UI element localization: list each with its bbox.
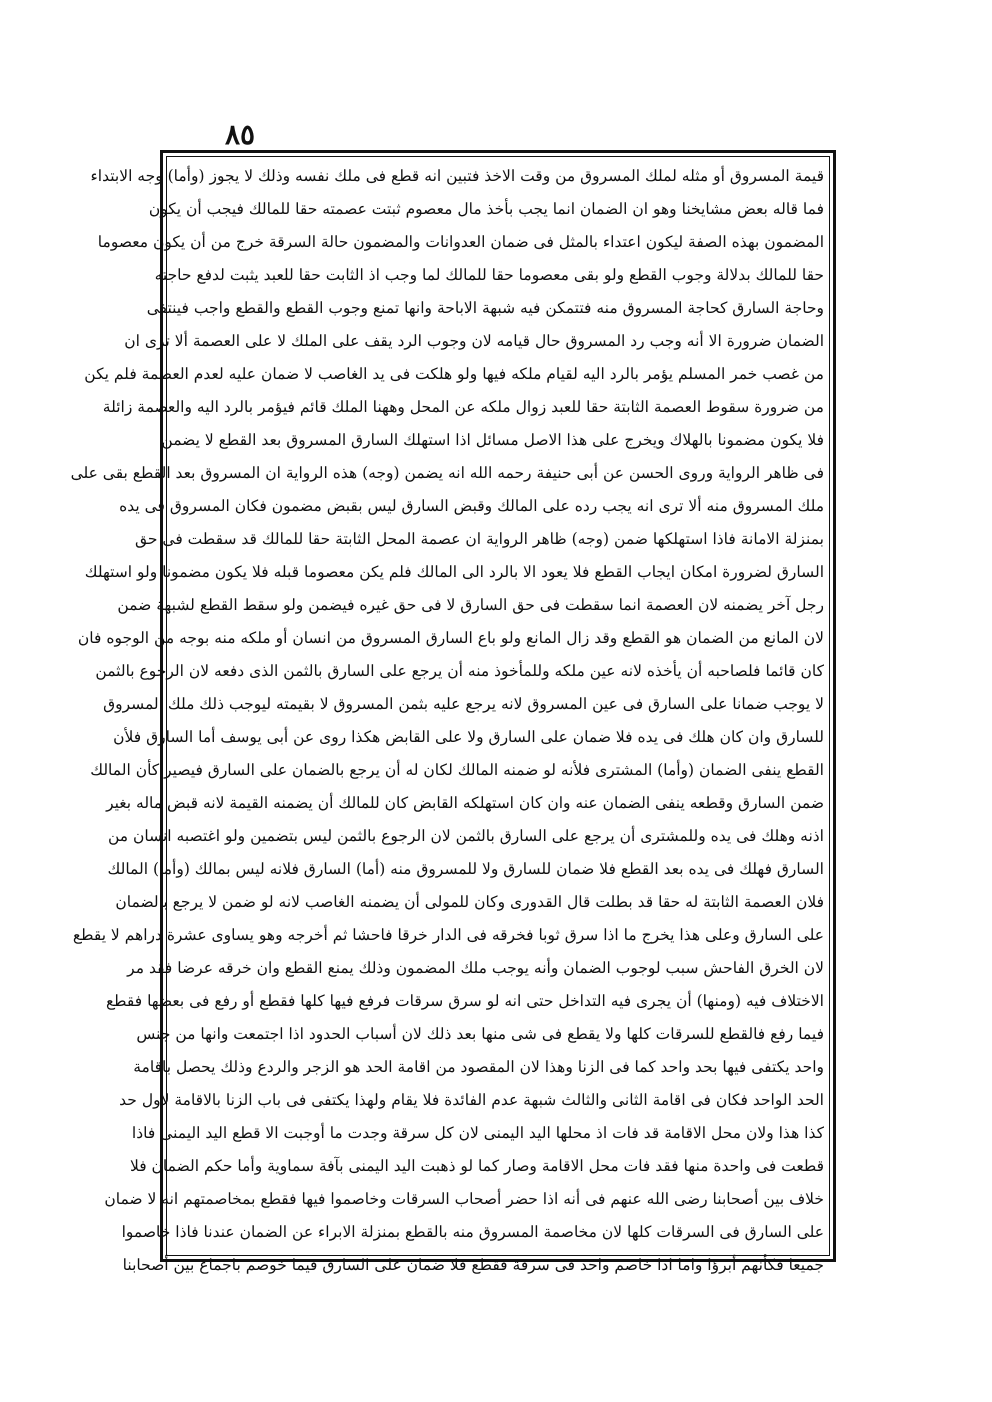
text-line: كذا هذا ولان محل الاقامة قد فات اذ محلها اليد اليمنى لان كل سرقة وجدت ما أوجبت الا قطع اليد اليمنى فاذا [131, 1124, 824, 1142]
text-line: السارق فهلك فى يده بعد القطع فلا ضمان للسارق ولا للمسروق منه (أما) السارق فلانه ليس بمالك (وأما) المالك [107, 860, 824, 878]
text-line: قطعت فى واحدة منها فقد فات محل الاقامة وصار كما لو ذهبت اليد اليمنى بآفة سماوية وأما حكم الضمان فلا [129, 1157, 824, 1175]
text-line: على السارق وعلى هذا يخرج ما اذا سرق ثوبا فخرقه فى الدار خرقا فاحشا ثم أخرجه وهو يساوى عشرة دراهم لا يقطع [72, 926, 824, 944]
text-line: ملك المسروق منه ألا ترى انه يجب رده على المالك وقبض السارق ليس بقبض مضمون فكان المسروق فى يده [119, 497, 824, 515]
page-number: ٨٥ [224, 118, 256, 151]
text-line: رجل آخر يضمنه لان العصمة انما سقطت فى حق السارق لا فى حق غيره فيضمن ولو سقط القطع لشبهة ضمن [117, 596, 824, 614]
body-text [70, 160, 824, 1274]
text-line: لان المانع من الضمان هو القطع وقد زال المانع ولو باع السارق المسروق من انسان أو ملكه منه بوجه من الوجوه فان [77, 629, 824, 647]
text-line: الحد الواحد فكان فى اقامة الثانى والثالث شبهة عدم الفائدة فلا يقام ولهذا يكتفى فى باب الزنا بالاقامة لاول حد [119, 1091, 824, 1109]
text-line: ضمن السارق وقطعه ينفى الضمان عنه وان كان استهلكه القابض كان للمالك أن يضمنه القيمة لانه قبض ماله بغير [106, 794, 824, 812]
text-line: فلا يكون مضمونا بالهلاك ويخرج على هذا الاصل مسائل اذا استهلك السارق المسروق بعد القطع لا يضمن [161, 431, 824, 449]
text-line: من ضرورة سقوط العصمة الثابتة حقا للعبد زوال ملكه عن المحل وههنا الملك قائم فيؤمر بالرد اليه والعصمة زائلة [102, 398, 824, 416]
text-line: حقا للمالك بدلالة وجوب القطع ولو بقى معصوما حقا للمالك لما وجب اذ الثابت حقا للعبد يثبت لدفع حاجته [154, 266, 824, 284]
text-line: السارق لضرورة امكان ايجاب القطع فلا يعود الا بالرد الى المالك فلم يكن معصوما قبله فلا يكون مضمونا ولو استهلك [84, 563, 824, 581]
text-line: بمنزلة الامانة فاذا استهلكها ضمن (وجه) ظاهر الرواية ان عصمة المحل الثابتة حقا للمالك قد سقطت فى حق [134, 530, 824, 548]
text-line: فلان العصمة الثابتة له حقا قد بطلت قال القدورى وكان للمولى أن يضمنه الغاصب لانه لو ضمن لا يرجع بالضمان [115, 893, 824, 911]
text-line: فى ظاهر الرواية وروى الحسن عن أبى حنيفة رحمه الله انه يضمن (وجه) هذه الرواية ان المسروق بعد القطع بقى على [70, 464, 824, 482]
text-line: على السارق فى السرقات كلها لان مخاصمة المسروق منه بالقطع بمنزلة الابراء عن الضمان عندنا فاذا خاصموا [121, 1223, 824, 1241]
text-line: الضمان ضرورة الا أنه وجب رد المسروق حال قيامه لان وجوب الرد يقف على الملك لا على العصمة ألا ترى ان [124, 332, 824, 350]
text-line: خلاف بين أصحابنا رضى الله عنهم فى أنه اذا حضر أصحاب السرقات وخاصموا فيها فقطع بمخاصمتهم انه لا ضمان [104, 1190, 824, 1208]
text-line: اذنه وهلك فى يده وللمشترى أن يرجع على السارق بالثمن لان الرجوع بالثمن ليس بتضمين ولو اغتصبه انسان من [108, 827, 824, 845]
text-line: كان قائما فلصاحبه أن يأخذه لانه عين ملكه وللمأخوذ منه أن يرجع على السارق بالثمن الذى دفعه لان الرجوع بالثمن [95, 662, 824, 680]
text-line: قيمة المسروق أو مثله لملك المسروق من وقت الاخذ فتبين انه قطع فى ملك نفسه وذلك لا يجوز (وأما) وجه الابتداء [90, 167, 824, 185]
text-line: للسارق وان كان هلك فى يده فلا ضمان على السارق ولا على القابض هكذا روى عن أبى يوسف أما السارق فلأن [113, 728, 824, 746]
text-line: واحد يكتفى فيها بحد واحد كما فى الزنا وهذا لان المقصود من اقامة الحد هو الزجر والردع وذلك يحصل باقامة [133, 1058, 824, 1076]
text-line: المضمون بهذه الصفة ليكون اعتداء بالمثل فى ضمان العدوانات والمضمون حالة السرقة خرج من أن يكون معصوما [97, 233, 824, 251]
text-line: لان الخرق الفاحش سبب لوجوب الضمان وأنه يوجب ملك المضمون وذلك يمنع القطع وان خرقه عرضا فقد مر [127, 959, 824, 977]
text-line: الاختلاف فيه (ومنها) أن يجرى فيه التداخل حتى انه لو سرق سرقات فرفع فيها كلها فقطع أو رفع فى بعضها فقطع [105, 992, 824, 1010]
text-line: لا يوجب ضمانا على السارق فى عين المسروق لانه يرجع عليه بثمن المسروق لا بقيمته ليوجب ذلك ملك المسروق [103, 695, 824, 713]
text-line: من غصب خمر المسلم يؤمر بالرد اليه لقيام ملكه فيها ولو هلكت فى يد الغاصب لا ضمان عليه لعدم العصمة فلم يكن [84, 365, 824, 383]
text-line: وحاجة السارق كحاجة المسروق منه فتتمكن فيه شبهة الاباحة وانها تمنع وجوب القطع والقطع واجب فينتفى [146, 299, 824, 317]
text-line: فما قاله بعض مشايخنا وهو ان الضمان انما يجب بأخذ مال معصوم ثبتت عصمته حقا للمالك فيجب أن يكون [148, 200, 824, 218]
text-line: جميعا فكأنهم أبرؤا واما اذا خاصم واحد فى سرقة فقطع فلا ضمان على السارق فيما خوصم باجماع بين أصحابنا [122, 1256, 824, 1274]
text-line: فيما رفع فالقطع للسرقات كلها ولا يقطع فى شى منها بعد ذلك لان أسباب الحدود اذا اجتمعت وانها من جنس [136, 1025, 824, 1043]
text-line: القطع ينفى الضمان (وأما) المشترى فلأنه لو ضمنه المالك لكان له أن يرجع بالضمان على السارق فيصير كأن المالك [90, 761, 824, 779]
